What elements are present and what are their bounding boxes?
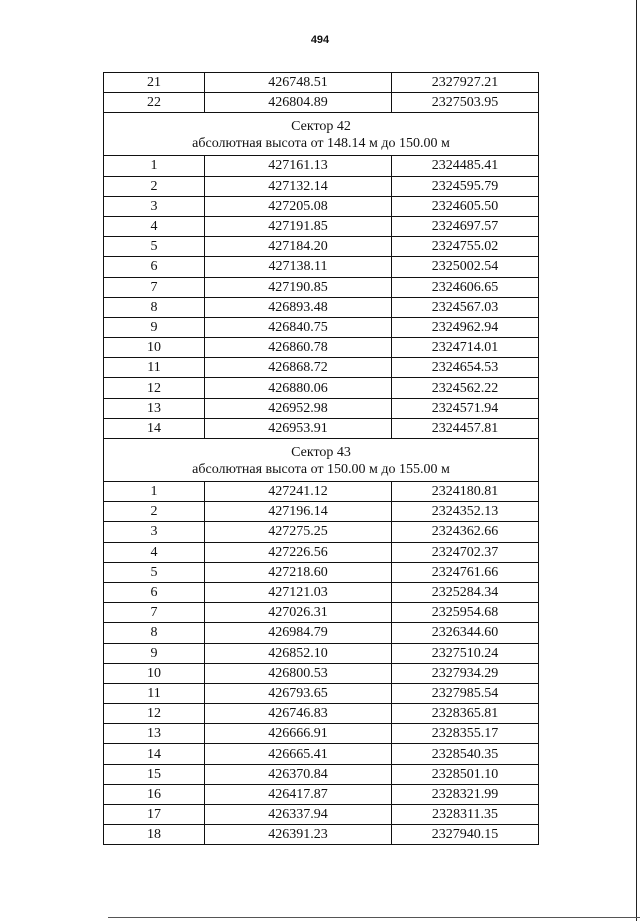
y-coordinate-cell: 2324962.94 bbox=[392, 317, 539, 337]
y-coordinate-cell: 2324457.81 bbox=[392, 418, 539, 438]
scan-edge-right bbox=[636, 0, 637, 921]
x-coordinate-cell: 426860.78 bbox=[205, 338, 392, 358]
table-row bbox=[104, 502, 539, 522]
y-coordinate-cell: 2324567.03 bbox=[392, 297, 539, 317]
y-coordinate-cell: 2324605.50 bbox=[392, 196, 539, 216]
y-coordinate-cell: 2328540.35 bbox=[392, 744, 539, 764]
x-coordinate-cell: 426417.87 bbox=[205, 784, 392, 804]
x-coordinate-cell: 426984.79 bbox=[205, 623, 392, 643]
y-coordinate-cell: 2328355.17 bbox=[392, 724, 539, 744]
page-number: 494 bbox=[310, 34, 330, 46]
point-number-cell: 4 bbox=[104, 542, 205, 562]
sector-title: Сектор 42 bbox=[291, 119, 351, 135]
table-row bbox=[104, 704, 539, 724]
table-row bbox=[104, 825, 539, 845]
y-coordinate-cell: 2324702.37 bbox=[392, 542, 539, 562]
y-coordinate-cell: 2324571.94 bbox=[392, 398, 539, 418]
table-row bbox=[104, 643, 539, 663]
table-row bbox=[104, 683, 539, 703]
point-number-cell: 11 bbox=[104, 358, 205, 378]
point-number-cell: 6 bbox=[104, 257, 205, 277]
table-row bbox=[104, 216, 539, 236]
y-coordinate-cell: 2328311.35 bbox=[392, 805, 539, 825]
sector-header bbox=[104, 439, 539, 482]
sector-header-row bbox=[104, 113, 539, 156]
x-coordinate-cell: 426370.84 bbox=[205, 764, 392, 784]
point-number-cell: 2 bbox=[104, 502, 205, 522]
x-coordinate-cell: 427218.60 bbox=[205, 562, 392, 582]
sector-altitude-range: абсолютная высота от 148.14 м до 150.00 м bbox=[192, 136, 450, 152]
x-coordinate-cell: 426748.51 bbox=[205, 73, 392, 93]
point-number-cell: 11 bbox=[104, 683, 205, 703]
x-coordinate-cell: 426852.10 bbox=[205, 643, 392, 663]
point-number-cell: 15 bbox=[104, 764, 205, 784]
y-coordinate-cell: 2327940.15 bbox=[392, 825, 539, 845]
x-coordinate-cell: 426804.89 bbox=[205, 93, 392, 113]
table-row bbox=[104, 744, 539, 764]
x-coordinate-cell: 427205.08 bbox=[205, 196, 392, 216]
y-coordinate-cell: 2327934.29 bbox=[392, 663, 539, 683]
table-row bbox=[104, 196, 539, 216]
coordinates-table-body bbox=[104, 73, 539, 845]
point-number-cell: 12 bbox=[104, 704, 205, 724]
table-row bbox=[104, 93, 539, 113]
table-row bbox=[104, 623, 539, 643]
point-number-cell: 8 bbox=[104, 297, 205, 317]
point-number-cell: 14 bbox=[104, 744, 205, 764]
table-row bbox=[104, 418, 539, 438]
x-coordinate-cell: 427121.03 bbox=[205, 582, 392, 602]
y-coordinate-cell: 2324352.13 bbox=[392, 502, 539, 522]
table-row bbox=[104, 724, 539, 744]
point-number-cell: 3 bbox=[104, 196, 205, 216]
coordinates-table bbox=[103, 72, 539, 845]
x-coordinate-cell: 427026.31 bbox=[205, 603, 392, 623]
point-number-cell: 8 bbox=[104, 623, 205, 643]
table-row bbox=[104, 257, 539, 277]
point-number-cell: 13 bbox=[104, 398, 205, 418]
x-coordinate-cell: 426793.65 bbox=[205, 683, 392, 703]
x-coordinate-cell: 426391.23 bbox=[205, 825, 392, 845]
table-row bbox=[104, 398, 539, 418]
point-number-cell: 22 bbox=[104, 93, 205, 113]
point-number-cell: 21 bbox=[104, 73, 205, 93]
sector-altitude-range: абсолютная высота от 150.00 м до 155.00 м bbox=[192, 462, 450, 477]
table-row bbox=[104, 277, 539, 297]
x-coordinate-cell: 426746.83 bbox=[205, 704, 392, 724]
point-number-cell: 16 bbox=[104, 784, 205, 804]
scan-edge-bottom bbox=[108, 917, 640, 918]
x-coordinate-cell: 426666.91 bbox=[205, 724, 392, 744]
y-coordinate-cell: 2324654.53 bbox=[392, 358, 539, 378]
table-row bbox=[104, 378, 539, 398]
table-row bbox=[104, 562, 539, 582]
y-coordinate-cell: 2325954.68 bbox=[392, 603, 539, 623]
table-row bbox=[104, 542, 539, 562]
point-number-cell: 1 bbox=[104, 482, 205, 502]
y-coordinate-cell: 2327927.21 bbox=[392, 73, 539, 93]
y-coordinate-cell: 2328501.10 bbox=[392, 764, 539, 784]
x-coordinate-cell: 427196.14 bbox=[205, 502, 392, 522]
point-number-cell: 4 bbox=[104, 216, 205, 236]
table-row bbox=[104, 805, 539, 825]
x-coordinate-cell: 426800.53 bbox=[205, 663, 392, 683]
y-coordinate-cell: 2328365.81 bbox=[392, 704, 539, 724]
table-row bbox=[104, 317, 539, 337]
x-coordinate-cell: 427275.25 bbox=[205, 522, 392, 542]
y-coordinate-cell: 2326344.60 bbox=[392, 623, 539, 643]
table-row bbox=[104, 582, 539, 602]
x-coordinate-cell: 427132.14 bbox=[205, 176, 392, 196]
x-coordinate-cell: 427191.85 bbox=[205, 216, 392, 236]
x-coordinate-cell: 426665.41 bbox=[205, 744, 392, 764]
y-coordinate-cell: 2327503.95 bbox=[392, 93, 539, 113]
y-coordinate-cell: 2325002.54 bbox=[392, 257, 539, 277]
x-coordinate-cell: 426840.75 bbox=[205, 317, 392, 337]
x-coordinate-cell: 427190.85 bbox=[205, 277, 392, 297]
y-coordinate-cell: 2325284.34 bbox=[392, 582, 539, 602]
y-coordinate-cell: 2327510.24 bbox=[392, 643, 539, 663]
y-coordinate-cell: 2324606.65 bbox=[392, 277, 539, 297]
point-number-cell: 17 bbox=[104, 805, 205, 825]
x-coordinate-cell: 427184.20 bbox=[205, 237, 392, 257]
y-coordinate-cell: 2324595.79 bbox=[392, 176, 539, 196]
point-number-cell: 5 bbox=[104, 237, 205, 257]
point-number-cell: 2 bbox=[104, 176, 205, 196]
table-row bbox=[104, 156, 539, 176]
point-number-cell: 6 bbox=[104, 582, 205, 602]
table-row bbox=[104, 663, 539, 683]
table-row bbox=[104, 482, 539, 502]
table-row bbox=[104, 338, 539, 358]
y-coordinate-cell: 2324362.66 bbox=[392, 522, 539, 542]
sector-title: Сектор 43 bbox=[291, 445, 351, 460]
x-coordinate-cell: 426880.06 bbox=[205, 378, 392, 398]
x-coordinate-cell: 427161.13 bbox=[205, 156, 392, 176]
x-coordinate-cell: 427241.12 bbox=[205, 482, 392, 502]
point-number-cell: 3 bbox=[104, 522, 205, 542]
table-row bbox=[104, 522, 539, 542]
point-number-cell: 7 bbox=[104, 277, 205, 297]
y-coordinate-cell: 2324697.57 bbox=[392, 216, 539, 236]
sector-header bbox=[104, 113, 539, 156]
table-row bbox=[104, 603, 539, 623]
sector-header-row bbox=[104, 439, 539, 482]
x-coordinate-cell: 426337.94 bbox=[205, 805, 392, 825]
point-number-cell: 9 bbox=[104, 317, 205, 337]
table-row bbox=[104, 358, 539, 378]
point-number-cell: 14 bbox=[104, 418, 205, 438]
y-coordinate-cell: 2324180.81 bbox=[392, 482, 539, 502]
table-row bbox=[104, 297, 539, 317]
y-coordinate-cell: 2324562.22 bbox=[392, 378, 539, 398]
point-number-cell: 13 bbox=[104, 724, 205, 744]
x-coordinate-cell: 427138.11 bbox=[205, 257, 392, 277]
y-coordinate-cell: 2324761.66 bbox=[392, 562, 539, 582]
point-number-cell: 10 bbox=[104, 338, 205, 358]
x-coordinate-cell: 426868.72 bbox=[205, 358, 392, 378]
point-number-cell: 5 bbox=[104, 562, 205, 582]
point-number-cell: 1 bbox=[104, 156, 205, 176]
point-number-cell: 12 bbox=[104, 378, 205, 398]
x-coordinate-cell: 426893.48 bbox=[205, 297, 392, 317]
point-number-cell: 7 bbox=[104, 603, 205, 623]
point-number-cell: 10 bbox=[104, 663, 205, 683]
x-coordinate-cell: 427226.56 bbox=[205, 542, 392, 562]
table-row bbox=[104, 764, 539, 784]
y-coordinate-cell: 2328321.99 bbox=[392, 784, 539, 804]
point-number-cell: 18 bbox=[104, 825, 205, 845]
table-row bbox=[104, 73, 539, 93]
y-coordinate-cell: 2324755.02 bbox=[392, 237, 539, 257]
y-coordinate-cell: 2327985.54 bbox=[392, 683, 539, 703]
x-coordinate-cell: 426953.91 bbox=[205, 418, 392, 438]
table-row bbox=[104, 784, 539, 804]
y-coordinate-cell: 2324714.01 bbox=[392, 338, 539, 358]
table-row bbox=[104, 237, 539, 257]
y-coordinate-cell: 2324485.41 bbox=[392, 156, 539, 176]
x-coordinate-cell: 426952.98 bbox=[205, 398, 392, 418]
point-number-cell: 9 bbox=[104, 643, 205, 663]
table-row bbox=[104, 176, 539, 196]
